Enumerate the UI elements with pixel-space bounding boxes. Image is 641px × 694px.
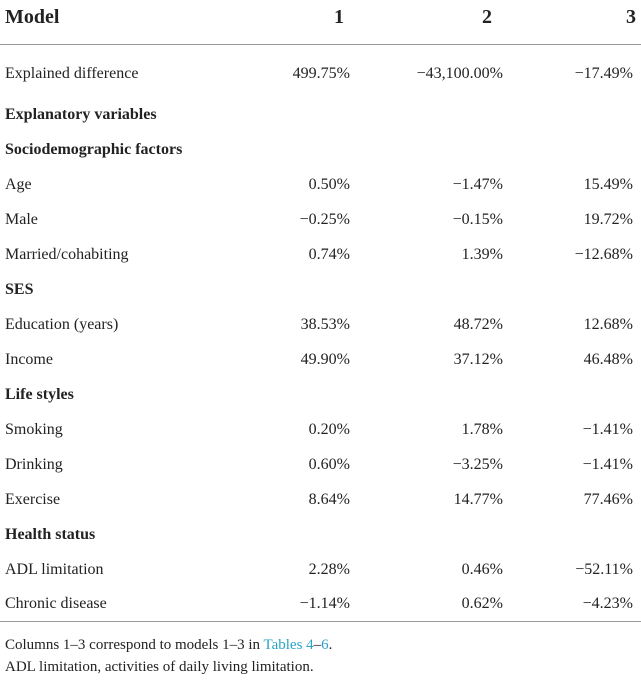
cell-model-1 bbox=[255, 377, 350, 412]
header-model-1: 1 bbox=[255, 0, 350, 45]
row-label: Explained difference bbox=[5, 65, 139, 82]
cell-model-1: 0.50% bbox=[308, 175, 350, 193]
footnote-prefix: Columns 1–3 correspond to models 1–3 in bbox=[5, 637, 264, 653]
cell-model-1 bbox=[255, 97, 350, 132]
cell-model-1 bbox=[255, 132, 350, 167]
row-label: Married/cohabiting bbox=[5, 245, 129, 263]
footnote-models bbox=[5, 634, 641, 656]
tables-link-6[interactable]: 6 bbox=[321, 637, 329, 653]
row-label: Income bbox=[5, 350, 53, 368]
row-label: Age bbox=[5, 175, 32, 193]
table-row bbox=[0, 237, 641, 272]
cell-model-1: 8.64% bbox=[308, 490, 350, 508]
cell-model-1: 38.53% bbox=[300, 315, 350, 333]
table-row bbox=[0, 202, 641, 237]
cell-model-2: 14.77% bbox=[453, 490, 503, 508]
section-row bbox=[0, 377, 641, 412]
cell-model-3 bbox=[505, 377, 641, 412]
cell-model-2 bbox=[350, 377, 505, 412]
section-row bbox=[0, 132, 641, 167]
cell-model-2: −43,100.00% bbox=[416, 65, 503, 82]
table-row bbox=[0, 342, 641, 377]
table-row bbox=[0, 412, 641, 447]
cell-model-2: 37.12% bbox=[453, 350, 503, 368]
table-row bbox=[0, 307, 641, 342]
cell-model-1: 499.75% bbox=[292, 65, 350, 82]
header-model: Model bbox=[0, 0, 255, 45]
cell-model-2 bbox=[350, 272, 505, 307]
cell-model-1: 0.60% bbox=[308, 455, 350, 473]
footnote-suffix: . bbox=[328, 637, 333, 653]
cell-model-3 bbox=[505, 272, 641, 307]
cell-model-3: 19.72% bbox=[583, 210, 633, 228]
cell-model-2: 48.72% bbox=[453, 315, 503, 333]
footnote-adl: ADL limitation, activities of daily living limitation. bbox=[5, 659, 314, 675]
table-row bbox=[0, 482, 641, 517]
row-label: Smoking bbox=[5, 420, 63, 438]
cell-model-3 bbox=[505, 517, 641, 552]
row-label: Health status bbox=[5, 525, 96, 543]
table-body bbox=[0, 45, 641, 622]
row-label: Life styles bbox=[5, 385, 74, 403]
tables-link-4[interactable]: Tables 4 bbox=[263, 637, 314, 653]
cell-model-1: 49.90% bbox=[300, 350, 350, 368]
table-footnotes bbox=[0, 622, 641, 678]
cell-model-2 bbox=[350, 517, 505, 552]
row-label: ADL limitation bbox=[5, 560, 104, 578]
section-row bbox=[0, 97, 641, 132]
cell-model-3: 15.49% bbox=[583, 175, 633, 193]
cell-model-2: 1.39% bbox=[461, 245, 503, 263]
row-label: Male bbox=[5, 210, 38, 228]
cell-model-1 bbox=[255, 272, 350, 307]
section-row bbox=[0, 272, 641, 307]
cell-model-2: −0.15% bbox=[452, 210, 503, 228]
row-label: Exercise bbox=[5, 490, 61, 508]
cell-model-3: −52.11% bbox=[575, 560, 633, 578]
cell-model-2: −1.47% bbox=[452, 175, 503, 193]
cell-model-3: −4.23% bbox=[505, 587, 641, 622]
footnote-dash: – bbox=[313, 637, 322, 653]
cell-model-1: −1.14% bbox=[255, 587, 350, 622]
cell-model-1: 2.28% bbox=[308, 560, 350, 578]
row-label: Education (years) bbox=[5, 315, 119, 333]
cell-model-3: 46.48% bbox=[583, 350, 633, 368]
cell-model-3: 12.68% bbox=[583, 315, 633, 333]
table-row bbox=[0, 167, 641, 202]
table-row bbox=[0, 587, 641, 622]
cell-model-2 bbox=[350, 132, 505, 167]
cell-model-1: −0.25% bbox=[299, 210, 350, 228]
cell-model-2 bbox=[350, 97, 505, 132]
cell-model-3: −1.41% bbox=[582, 455, 633, 473]
row-label: Chronic disease bbox=[0, 587, 255, 622]
cell-model-2: 0.62% bbox=[350, 587, 505, 622]
cell-model-3: −12.68% bbox=[574, 245, 633, 263]
cell-model-1: 0.74% bbox=[308, 245, 350, 263]
table-row bbox=[0, 447, 641, 482]
header-model-2: 2 bbox=[350, 0, 505, 45]
header-row bbox=[0, 0, 641, 45]
row-label: Sociodemographic factors bbox=[5, 140, 183, 158]
table-row bbox=[0, 45, 641, 98]
cell-model-3 bbox=[505, 132, 641, 167]
cell-model-2: −3.25% bbox=[452, 455, 503, 473]
row-label: Explanatory variables bbox=[5, 105, 157, 123]
section-row bbox=[0, 517, 641, 552]
cell-model-2: 0.46% bbox=[461, 560, 503, 578]
row-label: SES bbox=[5, 280, 34, 298]
cell-model-3: −1.41% bbox=[582, 420, 633, 438]
cell-model-3 bbox=[505, 97, 641, 132]
table-row bbox=[0, 552, 641, 587]
cell-model-3: 77.46% bbox=[583, 490, 633, 508]
cell-model-1: 0.20% bbox=[308, 420, 350, 438]
row-label: Drinking bbox=[5, 455, 63, 473]
cell-model-2: 1.78% bbox=[461, 420, 503, 438]
cell-model-1 bbox=[255, 517, 350, 552]
header-model-3: 3 bbox=[505, 0, 641, 45]
cell-model-3: −17.49% bbox=[574, 65, 633, 82]
